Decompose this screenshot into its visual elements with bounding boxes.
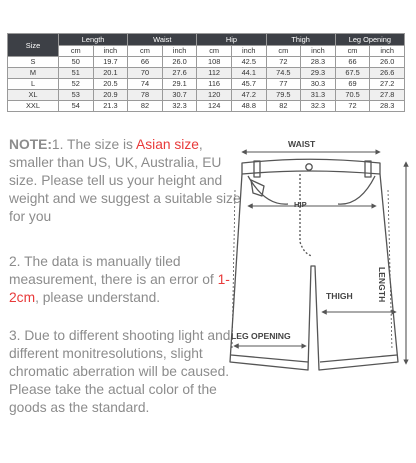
note-1-highlight: Asian size [136,137,199,152]
belt-loop-right [365,161,371,177]
table-row [8,57,405,68]
size-cell: XXL [8,101,59,112]
waist-label: WAIST [288,139,316,149]
measurement-cell: 66 [335,57,370,68]
thigh-label: THIGH [326,291,353,301]
group-header-thigh: Thigh [266,34,335,46]
note-2-text-b: , please understand. [35,290,161,306]
measurement-cell: 32.3 [162,101,197,112]
belt-loop-left [254,161,260,177]
measurement-cell: 21.3 [93,101,128,112]
group-header-waist: Waist [128,34,197,46]
pocket-left [248,176,288,204]
table-row [8,79,405,90]
measurement-cell: 82 [128,101,163,112]
measurement-cell: 52 [59,79,94,90]
measurement-cell: 70.5 [335,90,370,101]
size-column-header: Size [8,34,59,57]
size-cell: M [8,68,59,79]
hip-label: HIP [294,200,307,209]
measurement-cell: 72 [266,57,301,68]
measurement-cell: 20.1 [93,68,128,79]
unit-header: inch [162,46,197,57]
measurement-cell: 27.2 [370,79,405,90]
measurement-cell: 48.8 [231,101,266,112]
size-table-body [8,57,405,112]
measurement-cell: 29.3 [301,68,336,79]
measurement-cell: 28.3 [370,101,405,112]
measurement-cell: 69 [335,79,370,90]
measurement-cell: 116 [197,79,232,90]
measurement-cell: 31.3 [301,90,336,101]
unit-header: cm [59,46,94,57]
unit-header: inch [93,46,128,57]
unit-header: inch [231,46,266,57]
note-2-highlight: 1-2cm [9,272,230,306]
measurement-cell: 51 [59,68,94,79]
measurement-cell: 112 [197,68,232,79]
measurement-cell: 74 [128,79,163,90]
measurement-cell: 30.7 [162,90,197,101]
measurement-cell: 82 [266,101,301,112]
unit-header: cm [266,46,301,57]
measurement-cell: 19.7 [93,57,128,68]
measurement-cell: 79.5 [266,90,301,101]
size-cell: L [8,79,59,90]
measurement-cell: 32.3 [301,101,336,112]
measurement-cell: 120 [197,90,232,101]
measurement-cell: 27.6 [162,68,197,79]
note-color-difference: 3. Due to different shooting light and different monitresolutions, slight chromatic aberration will be caused. Please take the actual color of the goods as the standard. [9,328,231,416]
table-unit-header-row [8,46,405,57]
measurement-cell: 26.0 [370,57,405,68]
measurement-cell: 54 [59,101,94,112]
group-header-hip: Hip [197,34,266,46]
measurement-cell: 26.6 [370,68,405,79]
measurement-cell: 67.5 [335,68,370,79]
waistband-outline [242,159,380,174]
note-1-text-a: 1. The size is [51,137,137,152]
group-header-leg-opening: Leg Opening [335,34,404,46]
unit-header: cm [128,46,163,57]
length-label: LENGTH [377,267,386,303]
pocket-right [338,176,375,204]
note-asian-size [9,136,241,226]
unit-header: cm [197,46,232,57]
table-row [8,68,405,79]
measurement-cell: 30.3 [301,79,336,90]
unit-header: cm [335,46,370,57]
measurement-cell: 72 [335,101,370,112]
note-2-text-a: 2. The data is manually tiled measurement, there is an error of [9,254,218,288]
measurement-cell: 20.5 [93,79,128,90]
measurement-cell: 45.7 [231,79,266,90]
measurement-cell: 29.1 [162,79,197,90]
measurement-cell: 53 [59,90,94,101]
leg-opening-label: LEG OPENING [231,331,291,341]
note-1-text-b: , smaller than US, UK, Australia, EU size. Please tell us your height and weight and we suggest a suitable size for you [9,137,241,225]
measurement-cell: 20.9 [93,90,128,101]
note-prefix: NOTE: [9,137,52,152]
measurement-cell: 27.8 [370,90,405,101]
shorts-illustration [220,130,416,460]
note-measurement-error [9,253,241,307]
size-chart-table [7,33,405,112]
measurement-cell: 50 [59,57,94,68]
table-row [8,90,405,101]
measurement-cell: 77 [266,79,301,90]
size-cell: S [8,57,59,68]
measurement-cell: 124 [197,101,232,112]
table-row [8,101,405,112]
unit-header: inch [301,46,336,57]
measurement-cell: 78 [128,90,163,101]
measurement-cell: 47.2 [231,90,266,101]
measurement-cell: 44.1 [231,68,266,79]
size-cell: XL [8,90,59,101]
measurement-cell: 74.5 [266,68,301,79]
table-group-header-row [8,34,405,46]
measurement-cell: 28.3 [301,57,336,68]
shorts-measurement-diagram [220,130,416,460]
button-icon [306,164,312,170]
measurement-cell: 70 [128,68,163,79]
measurement-cell: 26.0 [162,57,197,68]
group-header-length: Length [59,34,128,46]
measurement-cell: 42.5 [231,57,266,68]
unit-header: inch [370,46,405,57]
measurement-cell: 66 [128,57,163,68]
measurement-cell: 108 [197,57,232,68]
